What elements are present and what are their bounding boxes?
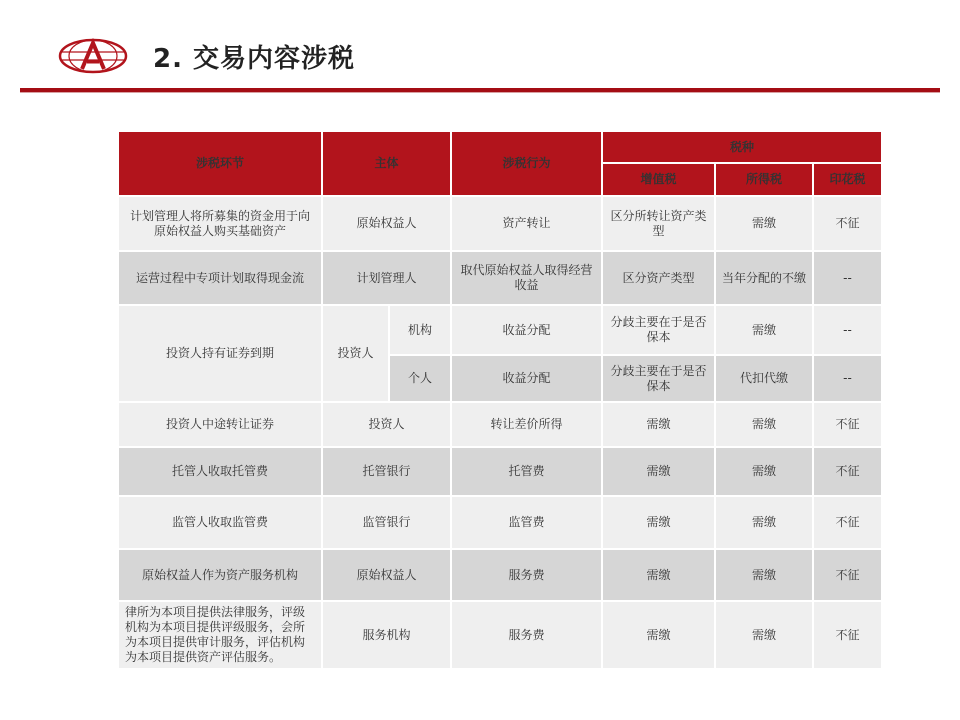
cell-stage: 律所为本项目提供法律服务，评级机构为本项目提供评级服务，会所为本项目提供审计服务，评估机构为本项目提供资产评估服务。 bbox=[118, 601, 322, 669]
cell-subject-sub: 个人 bbox=[389, 355, 451, 402]
cell-behavior: 收益分配 bbox=[451, 355, 602, 402]
cell-income-tax: 需缴 bbox=[715, 196, 813, 251]
cell-stamp-tax: 不征 bbox=[813, 601, 882, 669]
cell-stamp-tax: 不征 bbox=[813, 402, 882, 447]
header-subject: 主体 bbox=[322, 131, 451, 196]
cell-subject: 计划管理人 bbox=[322, 251, 451, 305]
cell-subject: 原始权益人 bbox=[322, 196, 451, 251]
cell-vat: 分歧主要在于是否保本 bbox=[602, 355, 715, 402]
cell-stamp-tax: 不征 bbox=[813, 496, 882, 549]
cell-stamp-tax: 不征 bbox=[813, 549, 882, 601]
cell-income-tax: 当年分配的不缴 bbox=[715, 251, 813, 305]
cell-behavior: 托管费 bbox=[451, 447, 602, 496]
cell-income-tax: 需缴 bbox=[715, 549, 813, 601]
cell-income-tax: 需缴 bbox=[715, 402, 813, 447]
table-row bbox=[118, 601, 882, 669]
table-row bbox=[118, 305, 882, 355]
cell-stage: 计划管理人将所募集的资金用于向原始权益人购买基础资产 bbox=[118, 196, 322, 251]
cell-behavior: 服务费 bbox=[451, 549, 602, 601]
cell-behavior: 收益分配 bbox=[451, 305, 602, 355]
cell-subject: 托管银行 bbox=[322, 447, 451, 496]
header-income-tax: 所得税 bbox=[715, 163, 813, 196]
cell-stamp-tax: -- bbox=[813, 251, 882, 305]
header-behavior: 涉税行为 bbox=[451, 131, 602, 196]
page-title: 2. 交易内容涉税 bbox=[153, 44, 356, 74]
cell-vat: 需缴 bbox=[602, 601, 715, 669]
cell-behavior: 资产转让 bbox=[451, 196, 602, 251]
cell-income-tax: 需缴 bbox=[715, 447, 813, 496]
cell-behavior: 监管费 bbox=[451, 496, 602, 549]
cell-subject: 监管银行 bbox=[322, 496, 451, 549]
cell-subject: 投资人 bbox=[322, 402, 451, 447]
cell-stamp-tax: 不征 bbox=[813, 447, 882, 496]
cell-vat: 分歧主要在于是否保本 bbox=[602, 305, 715, 355]
cell-subject: 原始权益人 bbox=[322, 549, 451, 601]
table-row bbox=[118, 447, 882, 496]
cell-stage: 监管人收取监管费 bbox=[118, 496, 322, 549]
tax-table bbox=[117, 130, 883, 670]
cell-income-tax: 需缴 bbox=[715, 305, 813, 355]
cell-vat: 需缴 bbox=[602, 496, 715, 549]
cell-behavior: 服务费 bbox=[451, 601, 602, 669]
header-stamp-tax: 印花税 bbox=[813, 163, 882, 196]
cell-stamp-tax: -- bbox=[813, 305, 882, 355]
cell-income-tax: 需缴 bbox=[715, 496, 813, 549]
header-tax-type: 税种 bbox=[602, 131, 882, 163]
cell-vat: 需缴 bbox=[602, 402, 715, 447]
cell-vat: 需缴 bbox=[602, 447, 715, 496]
table-row bbox=[118, 496, 882, 549]
company-logo bbox=[58, 38, 128, 74]
table-row bbox=[118, 549, 882, 601]
cell-stamp-tax: -- bbox=[813, 355, 882, 402]
table-row bbox=[118, 251, 882, 305]
header-vat: 增值税 bbox=[602, 163, 715, 196]
cell-vat: 区分所转让资产类型 bbox=[602, 196, 715, 251]
cell-subject-sub: 机构 bbox=[389, 305, 451, 355]
cell-behavior: 转让差价所得 bbox=[451, 402, 602, 447]
header-stage: 涉税环节 bbox=[118, 131, 322, 196]
title-divider-shadow bbox=[20, 92, 940, 93]
cell-subject: 投资人 bbox=[322, 305, 389, 402]
cell-income-tax: 代扣代缴 bbox=[715, 355, 813, 402]
cell-stage: 原始权益人作为资产服务机构 bbox=[118, 549, 322, 601]
cell-stage: 投资人中途转让证券 bbox=[118, 402, 322, 447]
table-row bbox=[118, 196, 882, 251]
cell-stage: 投资人持有证券到期 bbox=[118, 305, 322, 402]
cell-stage: 托管人收取托管费 bbox=[118, 447, 322, 496]
table-row bbox=[118, 402, 882, 447]
cell-vat: 需缴 bbox=[602, 549, 715, 601]
cell-stage: 运营过程中专项计划取得现金流 bbox=[118, 251, 322, 305]
cell-vat: 区分资产类型 bbox=[602, 251, 715, 305]
cell-behavior: 取代原始权益人取得经营收益 bbox=[451, 251, 602, 305]
cell-income-tax: 需缴 bbox=[715, 601, 813, 669]
cell-subject: 服务机构 bbox=[322, 601, 451, 669]
cell-stamp-tax: 不征 bbox=[813, 196, 882, 251]
